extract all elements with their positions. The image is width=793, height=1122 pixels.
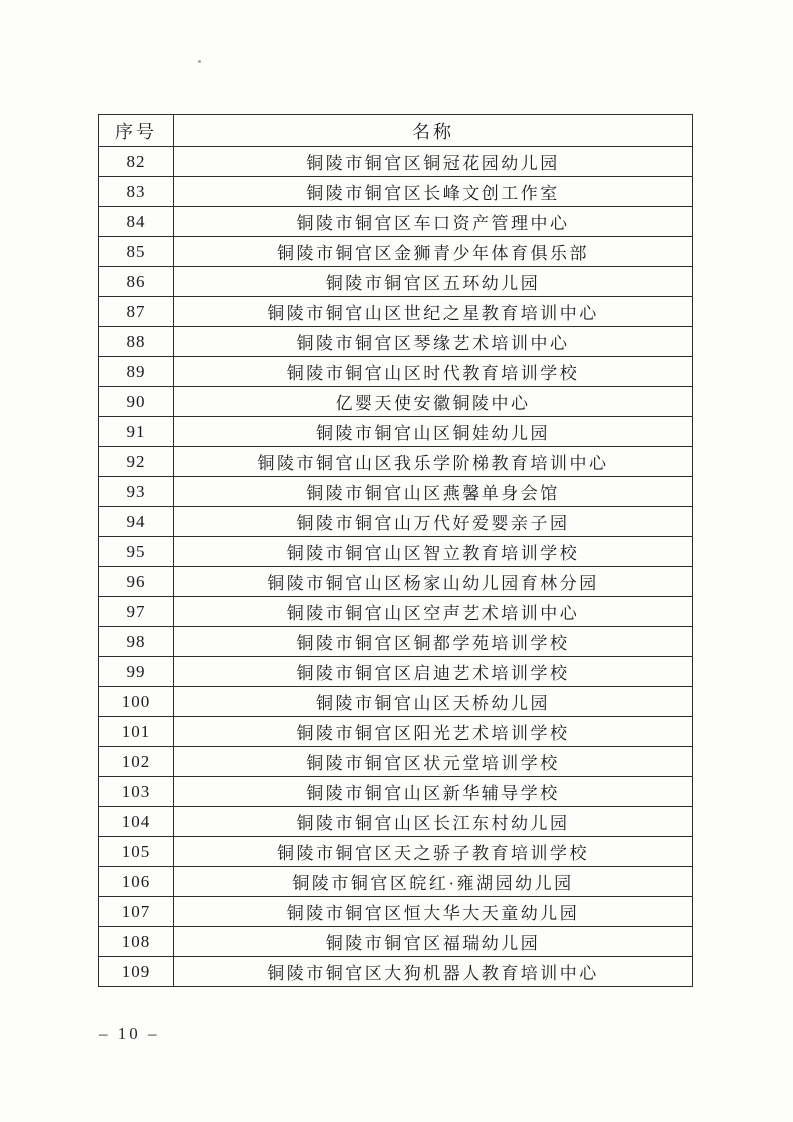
- row-index-cell: 104: [99, 807, 174, 837]
- row-index-cell: 101: [99, 717, 174, 747]
- row-index-cell: 87: [99, 297, 174, 327]
- row-index-cell: 100: [99, 687, 174, 717]
- row-index-cell: 88: [99, 327, 174, 357]
- row-name-cell: 铜陵市铜官山万代好爱婴亲子园: [174, 507, 693, 537]
- row-index-cell: 93: [99, 477, 174, 507]
- table-row: [99, 717, 693, 747]
- row-index-cell: 103: [99, 777, 174, 807]
- row-index-cell: 107: [99, 897, 174, 927]
- row-name-cell: 铜陵市铜官山区我乐学阶梯教育培训中心: [174, 447, 693, 477]
- row-name-cell: 铜陵市铜官区长峰文创工作室: [174, 177, 693, 207]
- table-row: [99, 627, 693, 657]
- row-name-cell: 铜陵市铜官区恒大华大天童幼儿园: [174, 897, 693, 927]
- row-index-cell: 92: [99, 447, 174, 477]
- table-row: [99, 477, 693, 507]
- table-row: [99, 597, 693, 627]
- row-name-cell: 铜陵市铜官区皖红·雍湖园幼儿园: [174, 867, 693, 897]
- table-body: [99, 147, 693, 987]
- row-name-cell: 铜陵市铜官区车口资产管理中心: [174, 207, 693, 237]
- row-index-cell: 97: [99, 597, 174, 627]
- table-row: [99, 837, 693, 867]
- table-row: [99, 687, 693, 717]
- table-row: [99, 507, 693, 537]
- row-name-cell: 铜陵市铜官山区新华辅导学校: [174, 777, 693, 807]
- table-row: [99, 357, 693, 387]
- row-name-cell: 铜陵市铜官山区世纪之星教育培训中心: [174, 297, 693, 327]
- row-index-cell: 89: [99, 357, 174, 387]
- row-name-cell: 铜陵市铜官山区铜娃幼儿园: [174, 417, 693, 447]
- row-index-cell: 96: [99, 567, 174, 597]
- row-name-cell: 铜陵市铜官山区天桥幼儿园: [174, 687, 693, 717]
- row-index-cell: 109: [99, 957, 174, 987]
- row-name-cell: 铜陵市铜官山区长江东村幼儿园: [174, 807, 693, 837]
- row-name-cell: 铜陵市铜官山区杨家山幼儿园育林分园: [174, 567, 693, 597]
- table-row: [99, 297, 693, 327]
- row-name-cell: 铜陵市铜官区铜都学苑培训学校: [174, 627, 693, 657]
- table-row: [99, 177, 693, 207]
- row-index-cell: 84: [99, 207, 174, 237]
- row-index-cell: 99: [99, 657, 174, 687]
- row-name-cell: 铜陵市铜官区阳光艺术培训学校: [174, 717, 693, 747]
- table-row: [99, 657, 693, 687]
- row-index-cell: 94: [99, 507, 174, 537]
- row-name-cell: 铜陵市铜官区大狗机器人教育培训中心: [174, 957, 693, 987]
- header-name-cell: 名称: [174, 115, 693, 147]
- table-row: [99, 207, 693, 237]
- table-header: [99, 115, 693, 147]
- page-number: – 10 –: [99, 1024, 160, 1043]
- row-index-cell: 95: [99, 537, 174, 567]
- row-name-cell: 铜陵市铜官区启迪艺术培训学校: [174, 657, 693, 687]
- row-index-cell: 102: [99, 747, 174, 777]
- table-row: [99, 537, 693, 567]
- header-index-cell: 序号: [99, 115, 174, 147]
- table-row: [99, 417, 693, 447]
- row-index-cell: 98: [99, 627, 174, 657]
- table-row: [99, 387, 693, 417]
- row-name-cell: 铜陵市铜官区铜冠花园幼儿园: [174, 147, 693, 177]
- row-name-cell: 铜陵市铜官区天之骄子教育培训学校: [174, 837, 693, 867]
- row-index-cell: 90: [99, 387, 174, 417]
- row-index-cell: 91: [99, 417, 174, 447]
- table-row: [99, 747, 693, 777]
- row-name-cell: 铜陵市铜官区五环幼儿园: [174, 267, 693, 297]
- row-name-cell: 铜陵市铜官山区空声艺术培训中心: [174, 597, 693, 627]
- row-name-cell: 铜陵市铜官区福瑞幼儿园: [174, 927, 693, 957]
- table-row: [99, 897, 693, 927]
- row-index-cell: 106: [99, 867, 174, 897]
- scan-speck: [198, 60, 201, 63]
- organization-table: [98, 114, 693, 987]
- table-row: [99, 807, 693, 837]
- table-row: [99, 777, 693, 807]
- row-name-cell: 铜陵市铜官区琴缘艺术培训中心: [174, 327, 693, 357]
- row-index-cell: 85: [99, 237, 174, 267]
- row-index-cell: 82: [99, 147, 174, 177]
- row-name-cell: 亿婴天使安徽铜陵中心: [174, 387, 693, 417]
- row-name-cell: 铜陵市铜官区金狮青少年体育俱乐部: [174, 237, 693, 267]
- row-index-cell: 86: [99, 267, 174, 297]
- row-name-cell: 铜陵市铜官区状元堂培训学校: [174, 747, 693, 777]
- row-name-cell: 铜陵市铜官山区智立教育培训学校: [174, 537, 693, 567]
- table-row: [99, 237, 693, 267]
- row-name-cell: 铜陵市铜官山区燕馨单身会馆: [174, 477, 693, 507]
- row-index-cell: 83: [99, 177, 174, 207]
- table-row: [99, 267, 693, 297]
- table-row: [99, 327, 693, 357]
- table-row: [99, 927, 693, 957]
- row-index-cell: 105: [99, 837, 174, 867]
- table-row: [99, 447, 693, 477]
- table-header-row: [99, 115, 693, 147]
- table-row: [99, 567, 693, 597]
- table-row: [99, 147, 693, 177]
- row-index-cell: 108: [99, 927, 174, 957]
- table-row: [99, 867, 693, 897]
- table-row: [99, 957, 693, 987]
- row-name-cell: 铜陵市铜官山区时代教育培训学校: [174, 357, 693, 387]
